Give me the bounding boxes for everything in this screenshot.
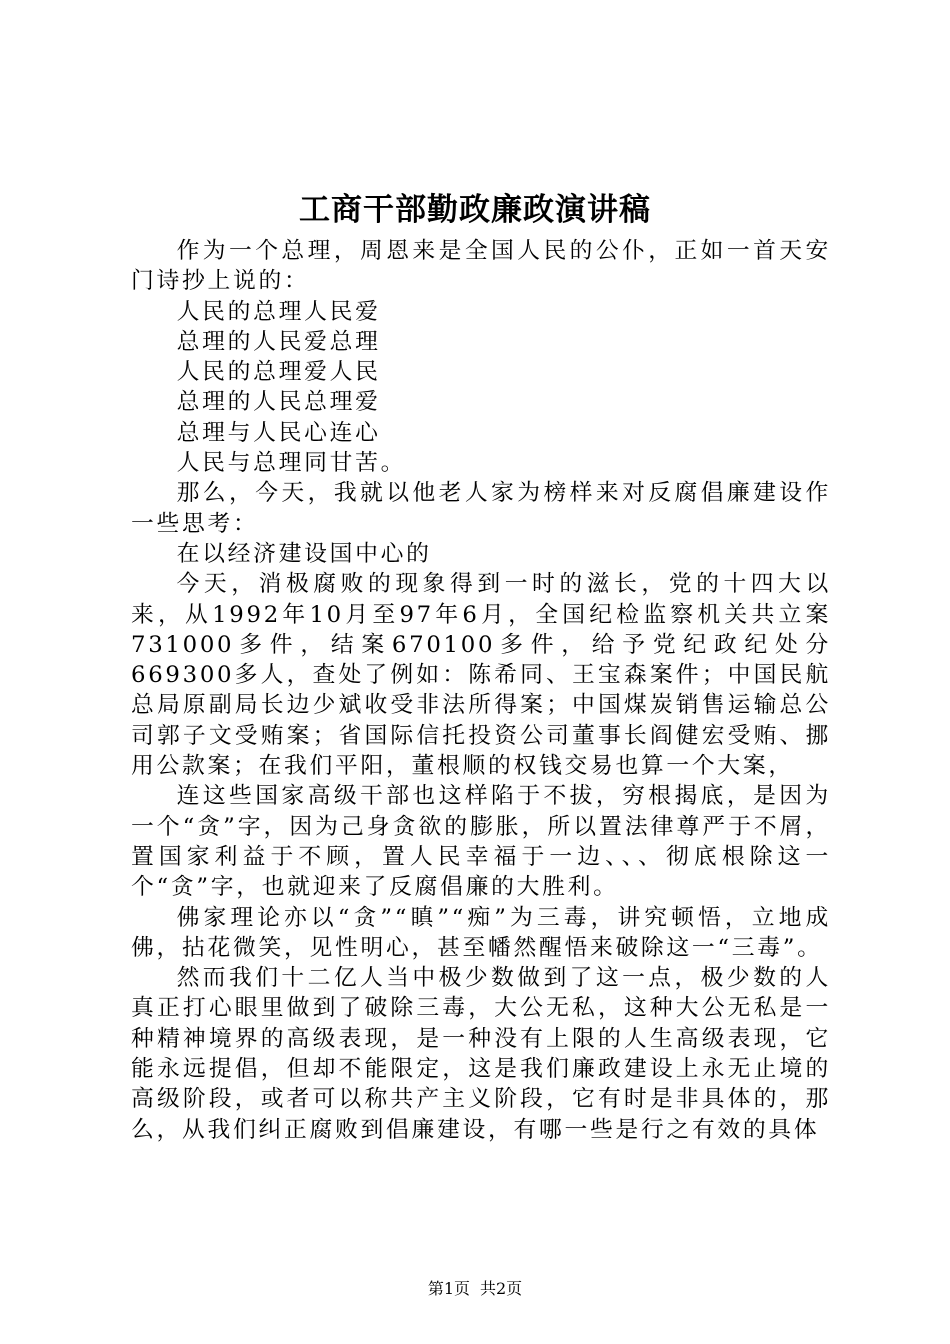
verse-line: 人民与总理同甘苦。 (176, 450, 407, 477)
paragraph: 然而我们十二亿人当中极少数做到了这一点，极少数的人真正打心眼里做到了破除三毒，大公无私，这种大公无私是一种精神境界的高级表现，是一种没有上限的人生高级表现，它能永远提倡，但却不能限定，这是我们廉政建设上永无止境的高级阶段，或者可以称共产主义阶段，它有时是非具体的，那么，从我们纠正腐败到倡廉建设，有哪一些是行之有效的具体 (131, 965, 831, 1143)
paragraph: 连这些国家高级干部也这样陷于不拔，穷根揭底，是因为一个“贪”字，因为己身贪欲的膨胀，所以置法律尊严于不屑，置国家利益于不顾，置人民幸福于一边、、、彻底根除这一个“贪”字，也就迎来了反腐倡廉的大胜利。 (131, 783, 831, 901)
paragraph: 那么，今天，我就以他老人家为榜样来对反腐倡廉建设作一些思考： (131, 480, 831, 537)
verse-line: 总理的人民总理爱 (176, 389, 381, 416)
page-number-total: 共2页 (480, 1279, 523, 1298)
page-number-current: 第1页 (427, 1279, 470, 1298)
paragraph: 今天，消极腐败的现象得到一时的滋长，党的十四大以来，从1992年10月至97年6月，全国纪检监察机关共立案731000多件，结案670100多件，给予党纪政纪处分669300多人，查处了例如：陈希同、王宝森案件；中国民航总局原副局长边少斌收受非法所得案；中国煤炭销售运输总公司郭子文受贿案；省国际信托投资公司董事长阎健宏受贿、挪用公款案；在我们平阳，董根顺的权钱交易也算一个大案， (131, 571, 831, 780)
document-body (131, 236, 831, 1145)
verse-line: 总理与人民心连心 (176, 419, 381, 446)
verse-line: 总理的人民爱总理 (176, 328, 381, 355)
document-title: 工商干部勤政廉政演讲稿 (299, 192, 651, 228)
paragraph: 在以经济建设国中心的 (176, 540, 432, 567)
paragraph: 作为一个总理，周恩来是全国人民的公仆，正如一首天安门诗抄上说的： (131, 238, 831, 295)
page-footer (0, 1278, 950, 1300)
verse-line: 人民的总理人民爱 (176, 298, 381, 325)
verse-line: 人民的总理爱人民 (176, 359, 381, 386)
paragraph: 佛家理论亦以“贪”“瞋”“痴”为三毒，讲究顿悟，立地成佛，拈花微笑，见性明心，甚至幡然醒悟来破除这一“三毒”。 (131, 904, 831, 961)
